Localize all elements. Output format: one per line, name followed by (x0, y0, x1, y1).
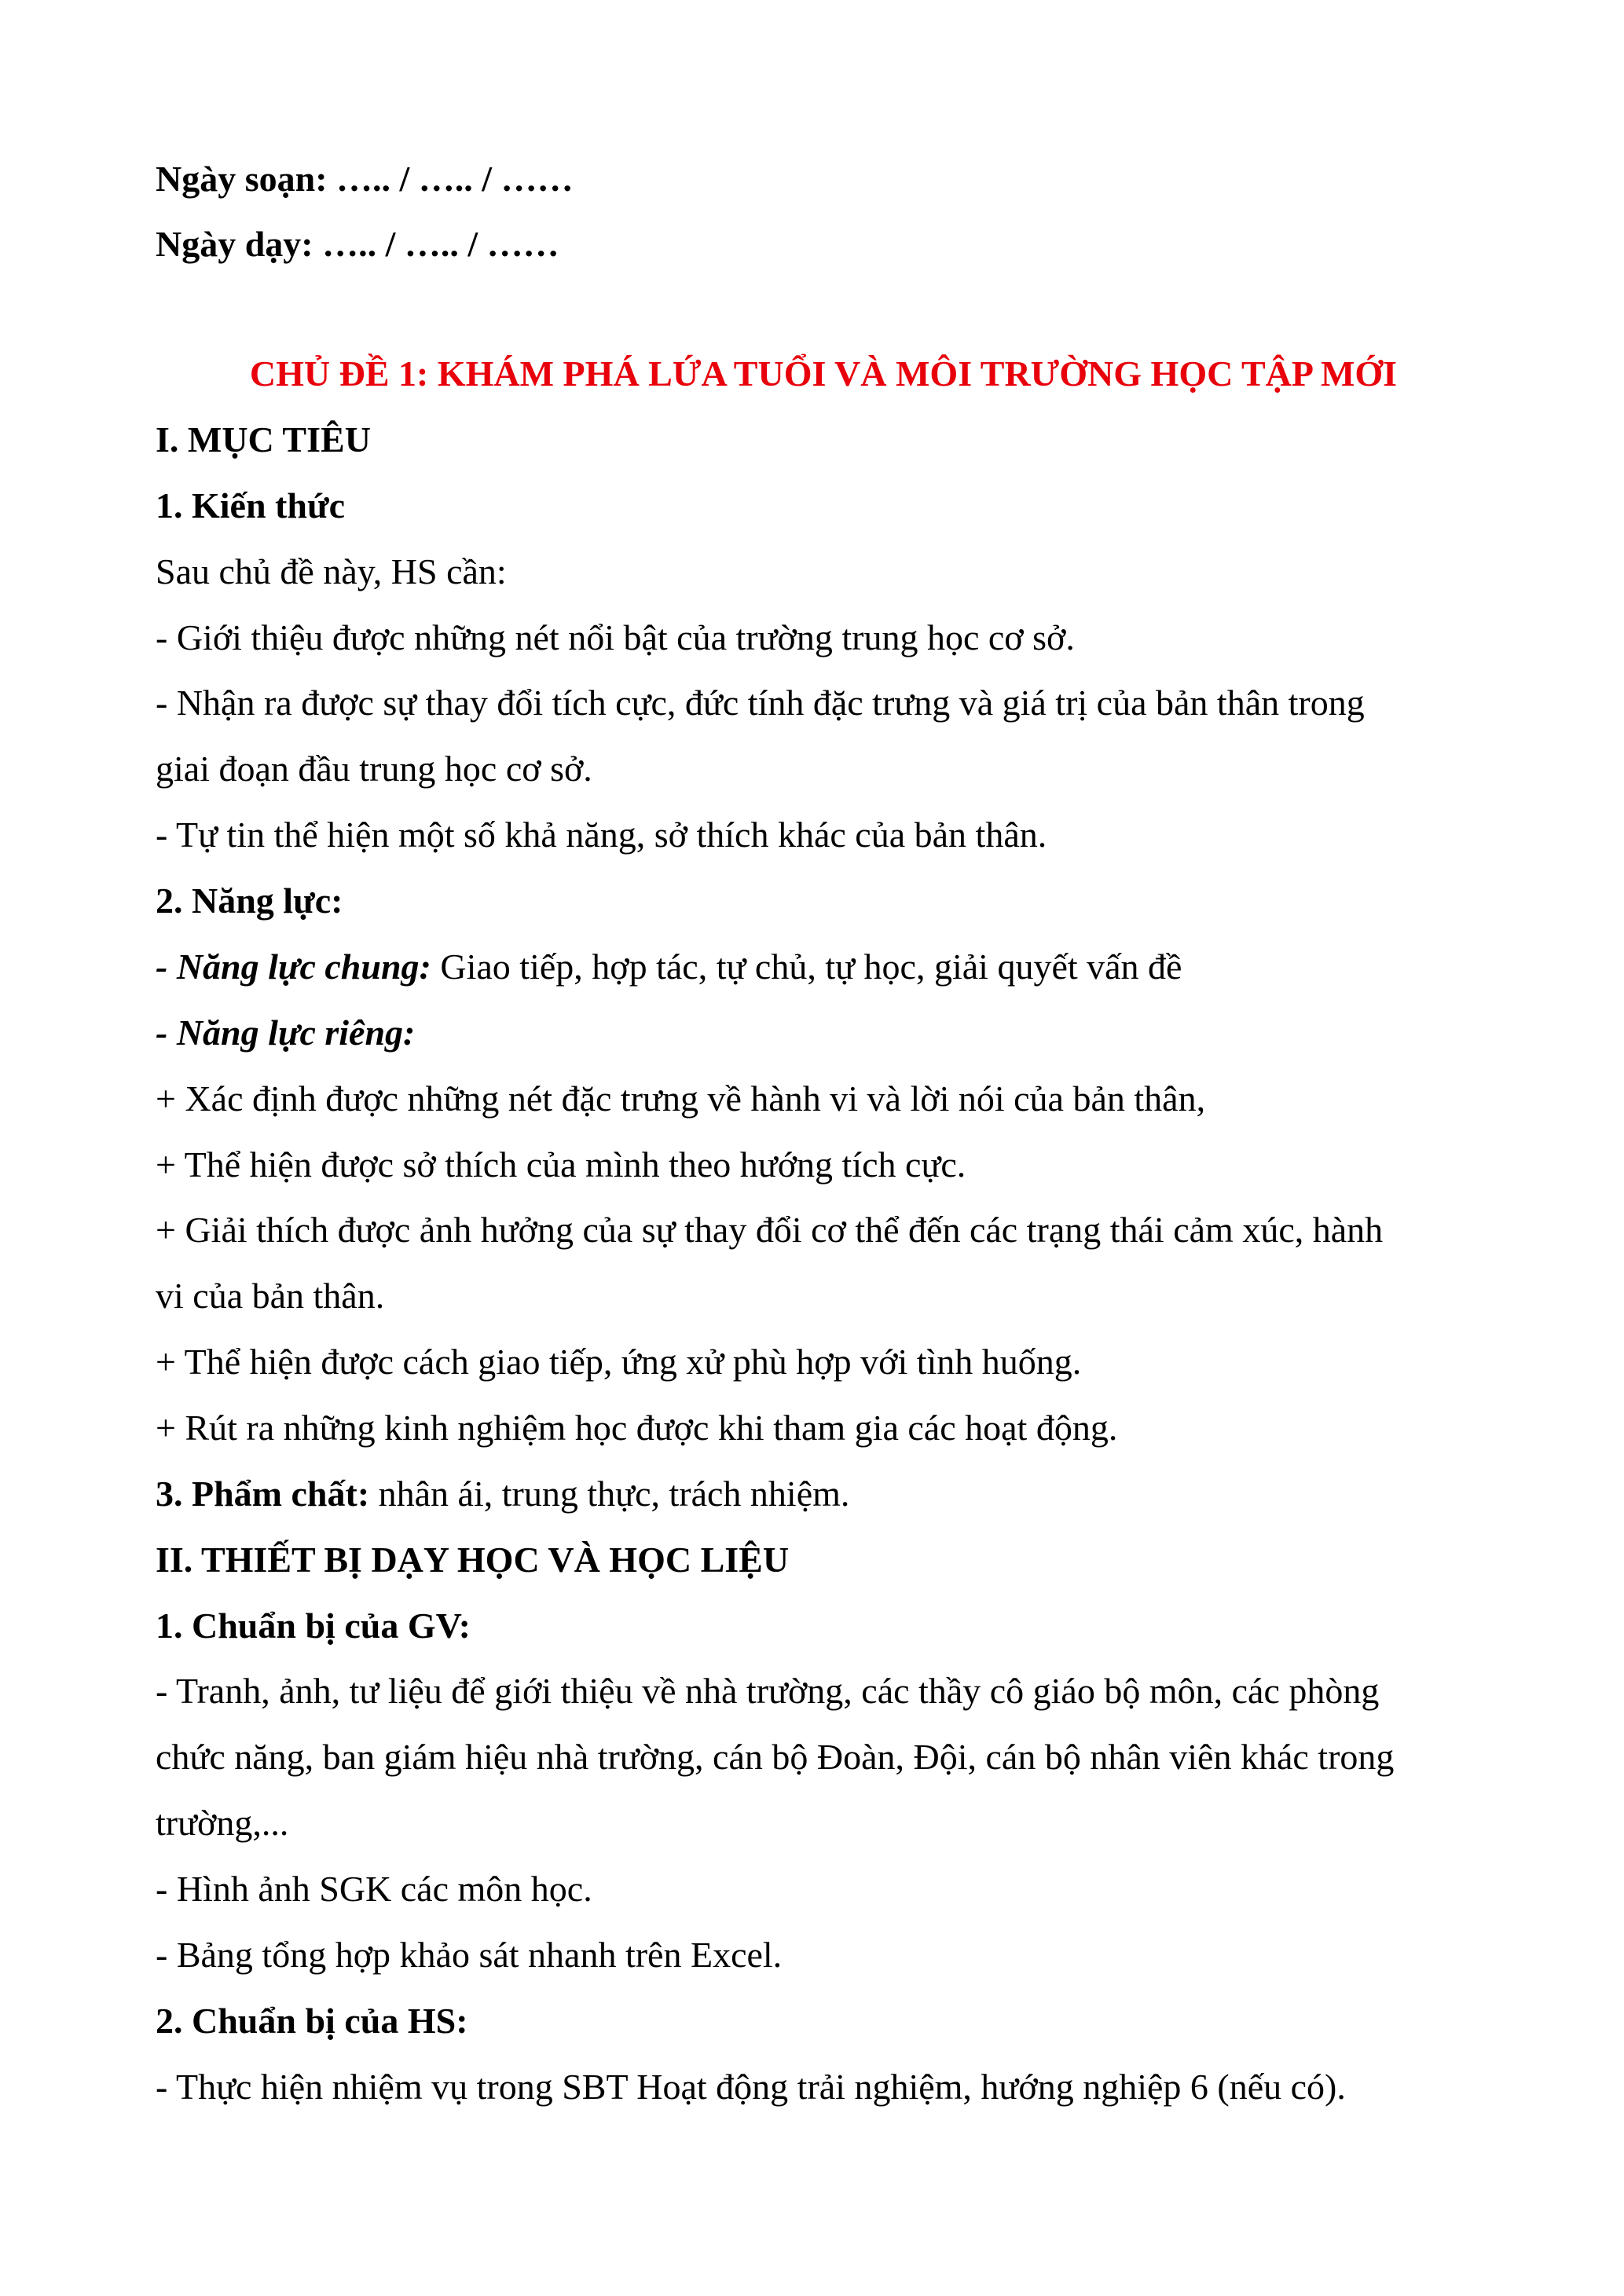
topic-title: CHỦ ĐỀ 1: KHÁM PHÁ LỨA TUỔI VÀ MÔI TRƯỜNG HỌC TẬP MỚI (249, 353, 1398, 394)
subheading-competency: 2. Năng lực: (156, 881, 343, 921)
knowledge-item: - Tự tin thể hiện một số khả năng, sở thích khác của bản thân. (156, 815, 1047, 855)
quality-text: nhân ái, trung thực, trách nhiệm. (369, 1474, 850, 1514)
teacher-prep-item: - Tranh, ảnh, tư liệu để giới thiệu về nhà trường, các thầy cô giáo bộ môn, các phòng (156, 1671, 1380, 1711)
subheading-knowledge: 1. Kiến thức (156, 485, 345, 525)
competency-item: + Xác định được những nét đặc trưng về hành vi và lời nói của bản thân, (156, 1078, 1206, 1119)
knowledge-item: - Giới thiệu được những nét nổi bật của trường trung học cơ sở. (156, 617, 1075, 657)
competency-item: + Giải thích được ảnh hưởng của sự thay đổi cơ thể đến các trạng thái cảm xúc, hành (156, 1210, 1384, 1250)
teach-date: Ngày dạy: ….. / ….. / …… (156, 224, 559, 264)
teacher-prep-item: chức năng, ban giám hiệu nhà trường, cán bộ Đoàn, Đội, cán bộ nhân viên khác trong (156, 1737, 1395, 1777)
student-prep-item: - Thực hiện nhiệm vụ trong SBT Hoạt động trải nghiệm, hướng nghiệp 6 (nếu có). (156, 2067, 1346, 2107)
quality (156, 1472, 849, 1516)
competency-item: + Thể hiện được cách giao tiếp, ứng xử phù hợp với tình huống. (156, 1342, 1082, 1382)
prep-date: Ngày soạn: ….. / ….. / …… (156, 159, 574, 199)
subheading-teacher-prep: 1. Chuẩn bị của GV: (156, 1606, 471, 1646)
competency-item: vi của bản thân. (156, 1276, 385, 1316)
knowledge-item: - Nhận ra được sự thay đổi tích cực, đức tính đặc trưng và giá trị của bản thân trong (156, 683, 1365, 723)
knowledge-intro: Sau chủ đề này, HS cần: (156, 551, 507, 591)
knowledge-item: giai đoạn đầu trung học cơ sở. (156, 749, 592, 789)
general-competency-text: Giao tiếp, hợp tác, tự chủ, tự học, giải quyết vấn đề (431, 947, 1182, 987)
general-competency-label: - Năng lực chung: (156, 947, 431, 987)
specific-competency-label: - Năng lực riêng: (156, 1013, 416, 1053)
competency-item: + Rút ra những kinh nghiệm học được khi tham gia các hoạt động. (156, 1408, 1118, 1448)
competency-item: + Thể hiện được sở thích của mình theo hướng tích cực. (156, 1144, 966, 1185)
section-heading-equipment: II. THIẾT BỊ DẠY HỌC VÀ HỌC LIỆU (156, 1540, 790, 1580)
quality-label: 3. Phẩm chất: (156, 1474, 370, 1514)
general-competency (156, 945, 1182, 989)
teacher-prep-item: - Bảng tổng hợp khảo sát nhanh trên Excel. (156, 1935, 783, 1975)
teacher-prep-item: - Hình ảnh SGK các môn học. (156, 1869, 592, 1909)
teacher-prep-item: trường,... (156, 1803, 289, 1843)
section-heading-objectives: I. MỤC TIÊU (156, 419, 371, 460)
subheading-student-prep: 2. Chuẩn bị của HS: (156, 2001, 468, 2041)
